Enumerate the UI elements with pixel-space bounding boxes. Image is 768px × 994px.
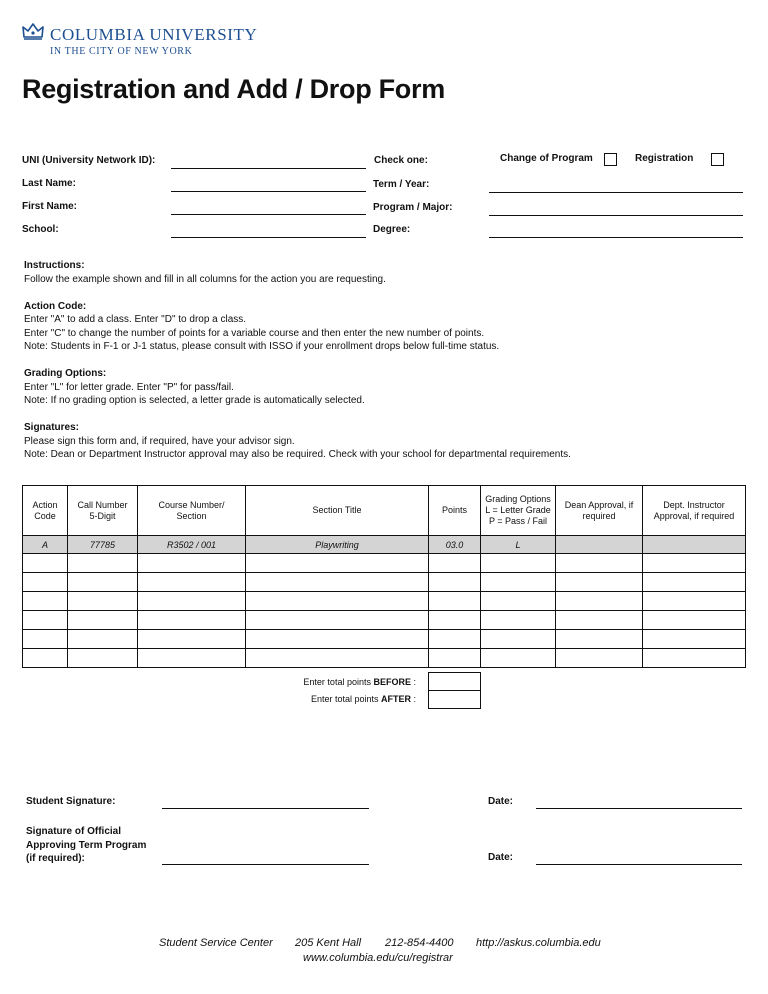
example-call-number: 77785: [68, 536, 138, 554]
total-before-field[interactable]: [428, 672, 481, 691]
instructions-heading: Instructions:: [24, 260, 85, 271]
footer-service-center: Student Service Center: [159, 937, 273, 949]
columbia-logo: [22, 22, 262, 62]
table-cell[interactable]: [429, 573, 481, 592]
term-year-label: Term / Year:: [373, 179, 430, 190]
table-cell[interactable]: [138, 611, 246, 630]
table-cell[interactable]: [138, 630, 246, 649]
signatures-heading: Signatures:: [24, 422, 80, 433]
degree-label: Degree:: [373, 224, 411, 235]
university-city: IN THE CITY OF NEW YORK: [50, 46, 193, 57]
student-signature-label: Student Signature:: [26, 796, 116, 807]
example-grading: L: [481, 536, 556, 554]
table-row[interactable]: [23, 554, 746, 573]
table-cell[interactable]: [68, 592, 138, 611]
table-row[interactable]: [23, 611, 746, 630]
school-label: School:: [22, 224, 59, 235]
table-cell[interactable]: [481, 630, 556, 649]
table-cell[interactable]: [643, 649, 746, 668]
table-cell[interactable]: [481, 592, 556, 611]
example-row: [23, 536, 746, 554]
table-cell[interactable]: [246, 649, 429, 668]
student-date-field[interactable]: [536, 808, 742, 809]
table-cell[interactable]: [556, 592, 643, 611]
footer-askus-link[interactable]: http://askus.columbia.edu: [476, 937, 601, 949]
example-dept: [643, 536, 746, 554]
first-name-field[interactable]: [171, 214, 366, 215]
table-cell[interactable]: [23, 554, 68, 573]
grading-options-heading: Grading Options:: [24, 368, 107, 379]
table-cell[interactable]: [68, 611, 138, 630]
example-dean: [556, 536, 643, 554]
table-cell[interactable]: [23, 649, 68, 668]
program-major-field[interactable]: [489, 215, 743, 216]
table-cell[interactable]: [429, 630, 481, 649]
table-cell[interactable]: [556, 554, 643, 573]
table-row[interactable]: [23, 649, 746, 668]
action-code-heading: Action Code:: [24, 300, 87, 312]
table-cell[interactable]: [481, 573, 556, 592]
table-cell[interactable]: [643, 592, 746, 611]
total-after-label: Enter total points AFTER :: [310, 694, 416, 704]
registration-checkbox[interactable]: [711, 153, 724, 166]
signatures-line: Note: Dean or Department Instructor approval may also be required. Check with your school for departmental requirements.: [24, 449, 571, 460]
column-header-call-number: Call Number 5-Digit: [68, 486, 138, 536]
official-date-field[interactable]: [536, 864, 742, 865]
grading-options-line: Enter "L" for letter grade. Enter "P" for pass/fail.: [24, 381, 234, 393]
table-cell[interactable]: [68, 630, 138, 649]
table-cell[interactable]: [429, 611, 481, 630]
table-cell[interactable]: [481, 649, 556, 668]
registration-label: Registration: [635, 153, 694, 164]
table-cell[interactable]: [246, 611, 429, 630]
form-title: Registration and Add / Drop Form: [22, 74, 445, 104]
uni-label: UNI (University Network ID):: [22, 155, 156, 166]
table-cell[interactable]: [556, 573, 643, 592]
column-header-action-code: Action Code: [23, 486, 68, 536]
table-cell[interactable]: [68, 649, 138, 668]
student-date-label: Date:: [488, 796, 514, 807]
footer-location: 205 Kent Hall: [295, 937, 362, 949]
table-cell[interactable]: [246, 592, 429, 611]
change-of-program-label: Change of Program: [500, 153, 593, 164]
table-row[interactable]: [23, 592, 746, 611]
university-name: COLUMBIA UNIVERSITY: [50, 25, 258, 44]
table-cell[interactable]: [429, 649, 481, 668]
column-header-section-title: Section Title: [246, 486, 429, 536]
example-points: 03.0: [429, 536, 481, 554]
footer-website-link[interactable]: www.columbia.edu/cu/registrar: [303, 952, 453, 964]
table-cell[interactable]: [481, 554, 556, 573]
course-table: [22, 485, 746, 668]
instructions-block: [24, 259, 744, 475]
last-name-label: Last Name:: [22, 178, 76, 189]
table-cell[interactable]: [138, 649, 246, 668]
table-cell[interactable]: [556, 611, 643, 630]
school-field[interactable]: [171, 237, 366, 238]
column-header-dean-approval: Dean Approval, if required: [556, 486, 643, 536]
change-of-program-checkbox[interactable]: [604, 153, 617, 166]
check-one-label: Check one:: [374, 155, 428, 166]
total-after-field[interactable]: [428, 690, 481, 709]
table-cell[interactable]: [68, 573, 138, 592]
table-cell[interactable]: [556, 649, 643, 668]
table-cell[interactable]: [246, 554, 429, 573]
table-cell[interactable]: [643, 573, 746, 592]
table-header-row: [23, 486, 746, 536]
signatures-line: Please sign this form and, if required, have your advisor sign.: [24, 435, 295, 447]
table-cell[interactable]: [481, 611, 556, 630]
last-name-field[interactable]: [171, 191, 366, 192]
table-cell[interactable]: [23, 573, 68, 592]
example-section-title: Playwriting: [246, 536, 429, 554]
table-cell[interactable]: [138, 554, 246, 573]
column-header-dept-approval: Dept. Instructor Approval, if required: [643, 486, 746, 536]
crown-icon: [22, 22, 44, 40]
table-cell[interactable]: [23, 592, 68, 611]
table-row[interactable]: [23, 573, 746, 592]
table-cell[interactable]: [643, 611, 746, 630]
table-cell[interactable]: [643, 630, 746, 649]
action-code-line: Enter "A" to add a class. Enter "D" to drop a class.: [24, 314, 247, 325]
column-header-points: Points: [429, 486, 481, 536]
table-cell[interactable]: [23, 611, 68, 630]
table-cell[interactable]: [246, 630, 429, 649]
action-code-line: Note: Students in F-1 or J-1 status, please consult with ISSO if your enrollment drops below full-time status.: [24, 341, 500, 352]
uni-field[interactable]: [171, 168, 366, 169]
column-header-course-number: Course Number/ Section: [138, 486, 246, 536]
table-row[interactable]: [23, 630, 746, 649]
total-before-label: Enter total points BEFORE :: [303, 677, 416, 687]
official-date-label: Date:: [488, 852, 514, 863]
table-cell[interactable]: [246, 573, 429, 592]
table-cell[interactable]: [68, 554, 138, 573]
footer-phone: 212-854-4400: [385, 937, 454, 949]
first-name-label: First Name:: [22, 201, 78, 212]
official-signature-field[interactable]: [162, 864, 369, 865]
student-signature-field[interactable]: [162, 808, 369, 809]
grading-options-line: Note: If no grading option is selected, a letter grade is automatically selected.: [24, 395, 365, 406]
table-cell[interactable]: [556, 630, 643, 649]
table-cell[interactable]: [23, 630, 68, 649]
degree-field[interactable]: [489, 237, 743, 238]
action-code-line: Enter "C" to change the number of points for a variable course and then enter the new number of points.: [24, 327, 485, 339]
official-signature-label: Signature of Official Approving Term Program (if required):: [26, 826, 147, 864]
instructions-text: Follow the example shown and fill in all columns for the action you are requesting.: [24, 273, 386, 285]
table-cell[interactable]: [429, 592, 481, 611]
column-header-grading-options: Grading Options L = Letter Grade P = Pass / Fail: [481, 486, 556, 536]
table-cell[interactable]: [138, 573, 246, 592]
table-cell[interactable]: [138, 592, 246, 611]
term-year-field[interactable]: [489, 192, 743, 193]
example-course-number: R3502 / 001: [138, 536, 246, 554]
example-action: A: [23, 536, 68, 554]
table-cell[interactable]: [429, 554, 481, 573]
table-cell[interactable]: [643, 554, 746, 573]
program-major-label: Program / Major:: [373, 202, 453, 213]
